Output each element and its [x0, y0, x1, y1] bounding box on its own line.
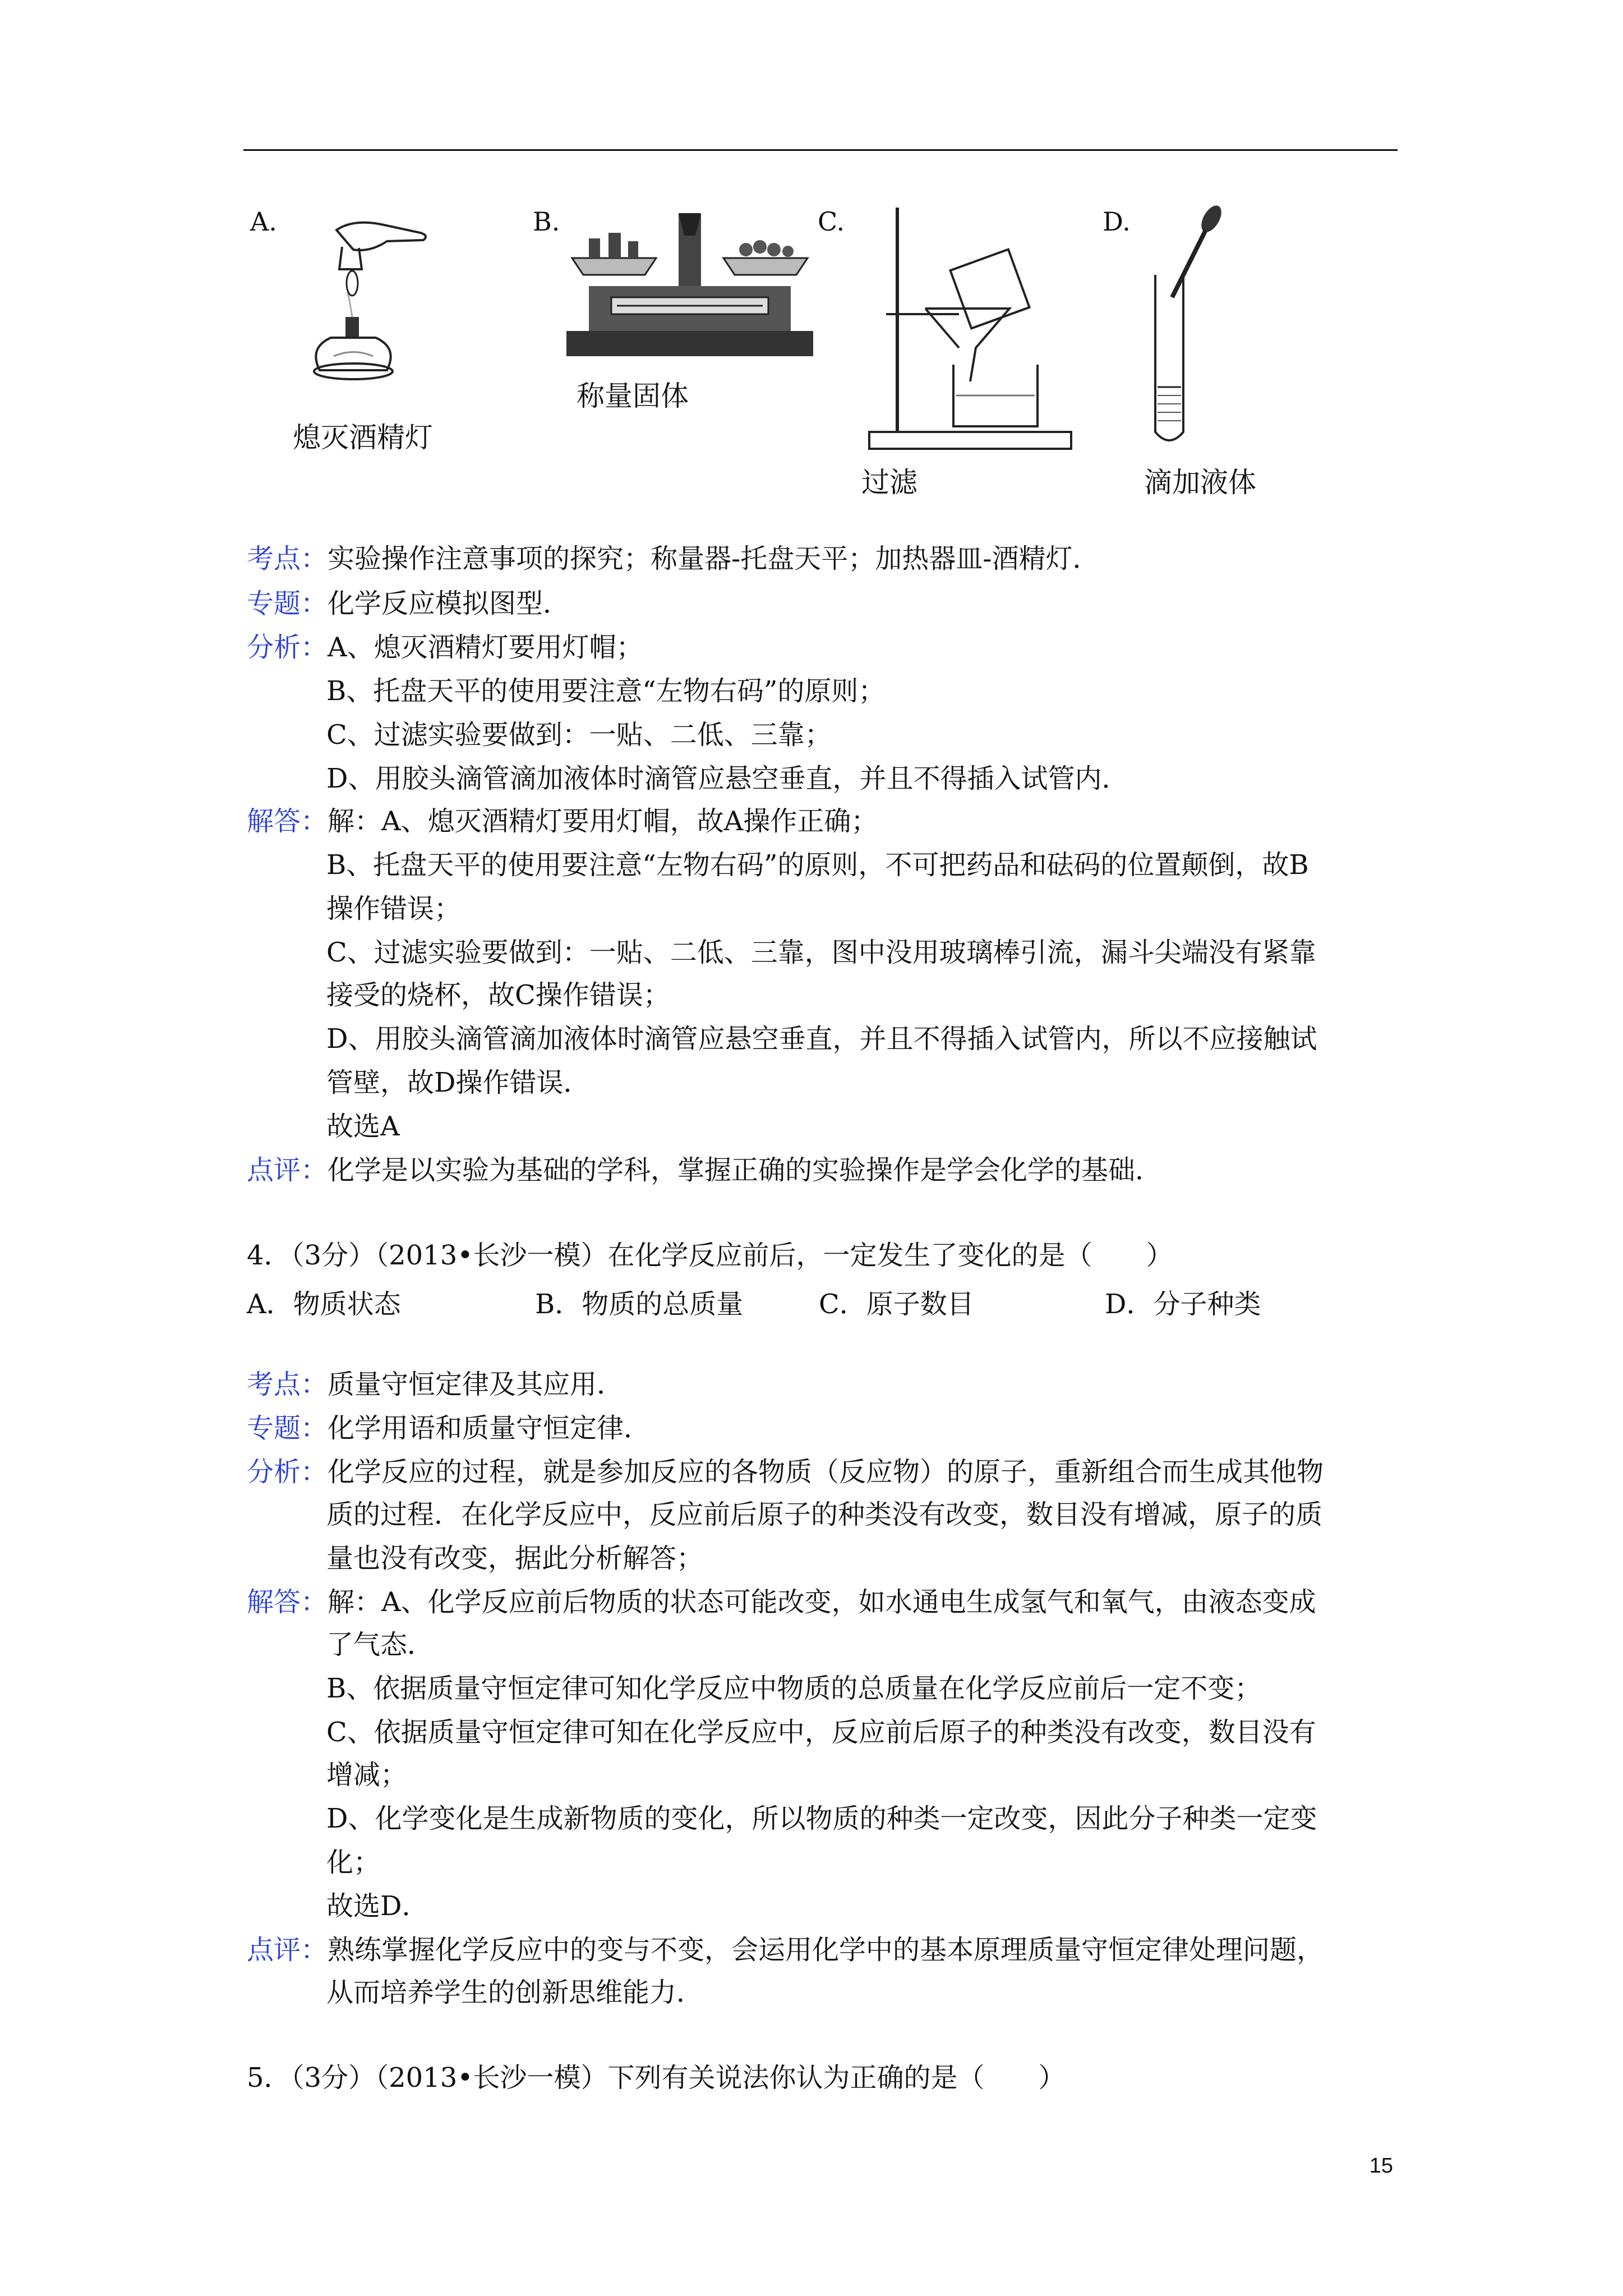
- q4-option-c: C．原子数目: [819, 1289, 974, 1320]
- q4-dianping: 点评：熟练掌握化学反应中的变与不变，会运用化学中的基本原理质量守恒定律处理问题，: [247, 1934, 1324, 1966]
- figure-d-caption: 滴加液体: [1144, 466, 1256, 499]
- header-rule: [243, 149, 1398, 151]
- q3-jieda-line: C、过滤实验要做到：一贴、二低、三靠，图中没用玻璃棒引流，漏斗尖端没有紧靠: [326, 937, 1316, 968]
- q4-jieda-line: 了气态．: [326, 1629, 435, 1660]
- q3-jieda: 解答：解：A、熄灭酒精灯要用灯帽，故A操作正确；: [247, 806, 878, 837]
- q4-jieda-line: D、化学变化是生成新物质的变化，所以物质的种类一定改变，因此分子种类一定变: [326, 1803, 1317, 1834]
- q4-stem: 4．（3分）（2013•长沙一模）在化学反应前后，一定发生了变化的是（ ）: [247, 1240, 1173, 1271]
- q3-zhuanti: 专题：化学反应模拟图型．: [247, 588, 570, 619]
- q3-kaodian: 考点：实验操作注意事项的探究；称量器-托盘天平；加热器皿-酒精灯．: [247, 543, 1100, 574]
- q4-option-d: D．分子种类: [1105, 1289, 1261, 1320]
- q4-fenxi-line: 量也没有改变，据此分析解答；: [326, 1543, 704, 1574]
- figure-b-caption: 称量固体: [577, 380, 689, 412]
- q3-jieda-line: 故选A: [326, 1111, 400, 1142]
- q3-jieda-line: D、用胶头滴管滴加液体时滴管应悬空垂直，并且不得插入试管内，所以不应接触试: [326, 1023, 1317, 1055]
- q4-jieda-line: B、依据质量守恒定律可知化学反应中物质的总质量在化学反应前后一定不变；: [326, 1673, 1262, 1704]
- q3-jieda-line: 操作错误；: [326, 893, 462, 924]
- filtration-icon: [864, 202, 1077, 457]
- q4-kaodian: 考点：质量守恒定律及其应用．: [247, 1369, 624, 1400]
- q4-dianping-line: 从而培养学生的创新思维能力．: [326, 1977, 704, 2008]
- q3-dianping: 点评：化学是以实验为基础的学科，掌握正确的实验操作是学会化学的基础．: [247, 1154, 1163, 1186]
- q4-jieda-line: 化；: [326, 1847, 381, 1878]
- q3-fenxi-line: D、用胶头滴管滴加液体时滴管应悬空垂直，并且不得插入试管内．: [326, 763, 1129, 794]
- page-number: 15: [1369, 2154, 1393, 2178]
- q4-zhuanti: 专题：化学用语和质量守恒定律．: [247, 1412, 651, 1444]
- dropper-test-tube-icon: [1144, 202, 1228, 451]
- q4-fenxi: 分析：化学反应的过程，就是参加反应的各物质（反应物）的原子，重新组合而生成其他物: [247, 1456, 1324, 1488]
- alcohol-lamp-cap-icon: [286, 208, 437, 412]
- figure-d-letter: D.: [1103, 206, 1131, 237]
- q3-fenxi: 分析：A、熄灭酒精灯要用灯帽；: [247, 632, 643, 663]
- q3-fenxi-line: B、托盘天平的使用要注意“左物右码”的原则；: [326, 675, 886, 707]
- q4-jieda: 解答：解：A、化学反应前后物质的状态可能改变，如水通电生成氢气和氧气，由液态变成: [247, 1586, 1316, 1618]
- q3-jieda-line: B、托盘天平的使用要注意“左物右码”的原则，不可把药品和砝码的位置颠倒，故B: [326, 849, 1309, 881]
- figure-a-caption: 熄灭酒精灯: [293, 421, 433, 454]
- q4-option-b: B．物质的总质量: [535, 1289, 744, 1320]
- q4-jieda-line: 故选D．: [326, 1890, 429, 1922]
- q3-jieda-line: 接受的烧杯，故C操作错误；: [326, 979, 670, 1011]
- q4-option-a: A．物质状态: [247, 1289, 401, 1320]
- q4-jieda-line: C、依据质量守恒定律可知在化学反应中，反应前后原子的种类没有改变，数目没有: [326, 1717, 1316, 1748]
- q4-fenxi-line: 质的过程．在化学反应中，反应前后原子的种类没有改变，数目没有增减，原子的质: [326, 1499, 1323, 1530]
- figure-b-letter: B.: [533, 206, 560, 237]
- figure-c-letter: C.: [818, 206, 845, 237]
- balance-scale-icon: [566, 202, 813, 367]
- q3-fenxi-line: C、过滤实验要做到：一贴、二低、三靠；: [326, 719, 832, 751]
- q5-stem: 5．（3分）（2013•长沙一模）下列有关说法你认为正确的是（ ）: [247, 2062, 1066, 2093]
- figure-a-letter: A.: [250, 206, 277, 237]
- q4-jieda-line: 增减；: [326, 1759, 408, 1791]
- q3-jieda-line: 管壁，故D操作错误．: [326, 1067, 591, 1098]
- figure-c-caption: 过滤: [861, 466, 917, 499]
